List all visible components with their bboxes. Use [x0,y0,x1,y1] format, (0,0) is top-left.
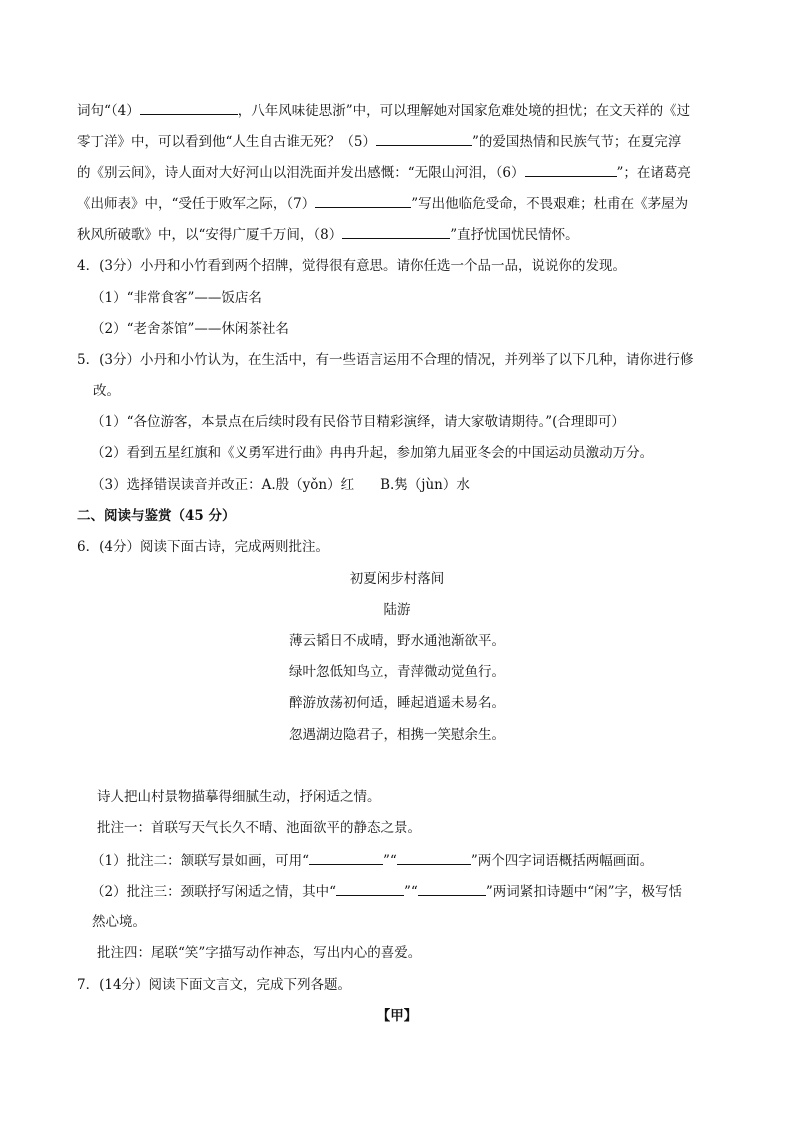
q5-item-1: （1）“各位游客，本景点在后续时段有民俗节目精彩演绎，请大家敬请期待。”(合理即可） [91,414,625,430]
answer-blank-5[interactable] [376,131,472,146]
annotation-intro: 诗人把山村景物描摹得细腻生动，抒闲适之情。 [97,789,381,805]
q5-stem: 5．(3分）小丹和小竹认为，在生活中，有一些语言运用不合理的情况，并列举了以下几种，请你进行修 [77,352,694,368]
passage-label-jia: 【甲】 [376,1008,418,1024]
poem-line: 醉游放荡初何适，睡起逍遥未易名。 [289,695,505,711]
annotation-1: 批注一：首联写天气长久不晴、池面欲平的静态之景。 [97,820,421,836]
q5-item-2: （2）看到五星红旗和《义勇军进行曲》冉冉升起，参加第九届亚冬会的中国运动员激动万分。 [91,445,654,461]
poem-author: 陆游 [383,602,411,618]
answer-blank-4[interactable] [140,100,238,115]
q5-stem-cont: 改。 [93,383,120,399]
q6-stem: 6．(4分）阅读下面古诗，完成两则批注。 [77,539,329,555]
answer-blank-8[interactable] [342,224,450,239]
q7-stem: 7．(14分）阅读下面文言文，完成下列各题。 [77,977,352,993]
answer-blank-phrase-1[interactable] [309,850,383,865]
poetry-line-4: 《出师表》中，“受任于败军之际，（7） ”写出他临危受命，不畏艰难；杜甫在《茅屋为 [77,193,727,214]
poem-line: 薄云韬日不成晴，野水通池渐欲平。 [289,633,505,649]
answer-blank-6[interactable] [525,162,617,177]
answer-blank-7[interactable] [315,193,411,208]
poetry-line-5: 秋风所破歌》中，以“安得广厦千万间，（8） ”直抒忧国忧民情怀。 [77,224,727,245]
poem-line: 绿叶忽低知鸟立，青萍微动觉鱼行。 [289,664,505,680]
section-heading: 二、阅读与鉴赏（45 分） [77,508,236,524]
answer-blank-word-2[interactable] [418,881,486,896]
poetry-line-3: 的《别云间》，诗人面对大好河山以泪洗面并发出感慨：“无限山河泪，（6） ”；在诸葛亮 [77,162,727,183]
poetry-line-1: 词句“（4） ，八年风味徒思浙”中，可以理解她对国家危难处境的担忧；在文天祥的《过 [77,100,727,121]
answer-blank-word-1[interactable] [336,881,404,896]
annotation-3-cont: 然心境。 [92,914,146,930]
annotation-4: 批注四：尾联“笑”字描写动作神态，写出内心的喜爱。 [97,945,422,961]
q4-item-1: （1）“非常食客”——饭店名 [91,290,262,306]
poem-line: 忽遇湖边隐君子，相携一笑慰余生。 [289,727,505,743]
answer-blank-phrase-2[interactable] [397,850,471,865]
annotation-2: （1）批注二：颔联写景如画，可用“ ”“ ”两个四字词语概括两幅画面。 [91,850,741,871]
poem-title: 初夏闲步村落间 [349,571,445,587]
q4-item-2: （2）“老舍茶馆”——休闲茶社名 [91,321,289,337]
q5-item-3: （3）选择错误读音并改正：A.殷（yǒn）红 B.隽（jùn）水 [91,477,470,493]
annotation-3: （2）批注三：颈联抒写闲适之情，其中“ ”“ ”两词紧扣诗题中“闲”字，极写恬 [91,881,741,902]
q4-stem: 4．(3分）小丹和小竹看到两个招牌，觉得很有意思。请你任选一个品一品，说说你的发现。 [77,258,626,274]
poetry-line-2: 零丁洋》中，可以看到他“人生自古谁无死？（5） ”的爱国热情和民族气节；在夏完淳 [77,131,727,152]
